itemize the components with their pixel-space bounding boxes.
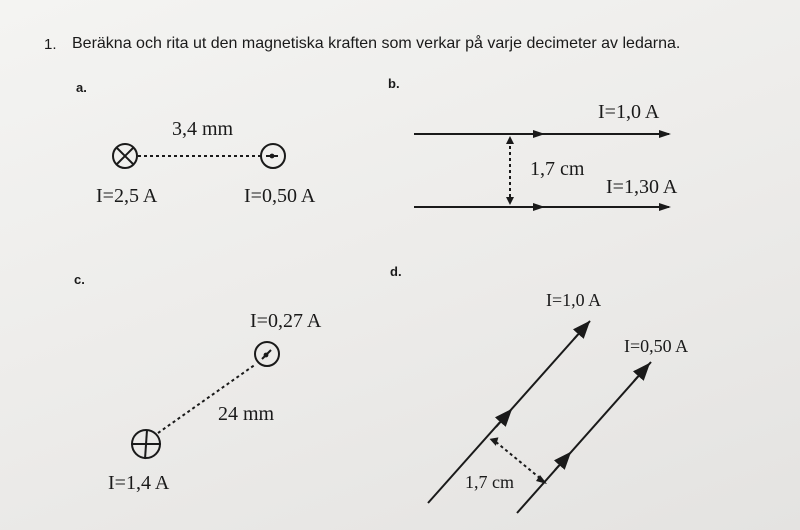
part-a-diagram xyxy=(113,144,285,168)
part-d-wire-right xyxy=(517,362,651,513)
part-a-current-right: I=0,50 A xyxy=(244,185,316,207)
part-a-label: a. xyxy=(76,80,87,95)
part-a-distance: 3,4 mm xyxy=(172,118,234,140)
part-b-current-bottom: I=1,30 A xyxy=(606,176,678,198)
current-arrow-icon xyxy=(659,130,671,138)
current-arrow-icon xyxy=(574,322,589,339)
part-d-diagram xyxy=(428,321,651,513)
part-c-label: c. xyxy=(74,272,85,287)
part-d-current-left: I=1,0 A xyxy=(546,290,602,310)
part-d-distance: 1,7 cm xyxy=(465,472,514,492)
question-number: 1. xyxy=(44,36,57,53)
arrowhead-down-icon xyxy=(506,197,514,205)
wire-into-page-icon xyxy=(113,144,137,168)
part-b-distance: 1,7 cm xyxy=(530,158,585,180)
arrowhead-icon xyxy=(536,475,547,484)
question-text: Beräkna och rita ut den magnetiska kraften som verkar på varje decimeter av ledarna. xyxy=(72,35,681,52)
wire-out-of-page-icon xyxy=(255,342,279,366)
part-c-current-top: I=0,27 A xyxy=(250,310,322,332)
wire-out-of-page-icon xyxy=(261,144,285,168)
part-a-current-left: I=2,5 A xyxy=(96,185,158,207)
part-c-distance: 24 mm xyxy=(218,403,275,425)
part-b-current-top: I=1,0 A xyxy=(598,101,660,123)
part-c-current-bottom: I=1,4 A xyxy=(108,472,170,494)
part-c-distance-line xyxy=(158,364,256,433)
arrowhead-up-icon xyxy=(506,136,514,144)
current-arrow-icon xyxy=(659,203,671,211)
current-arrow-icon xyxy=(555,453,570,470)
current-arrow-icon xyxy=(634,364,649,381)
part-d-label: d. xyxy=(390,264,402,279)
part-b-diagram xyxy=(414,130,671,211)
part-b-label: b. xyxy=(388,76,400,91)
arrowhead-icon xyxy=(490,437,500,446)
current-arrow-icon xyxy=(533,130,545,138)
part-c-diagram xyxy=(131,342,279,459)
part-d-current-right: I=0,50 A xyxy=(624,336,689,356)
part-d-distance-line xyxy=(496,442,541,479)
wire-into-page-icon xyxy=(131,430,161,459)
current-arrow-icon xyxy=(533,203,545,211)
current-arrow-icon xyxy=(496,410,511,427)
